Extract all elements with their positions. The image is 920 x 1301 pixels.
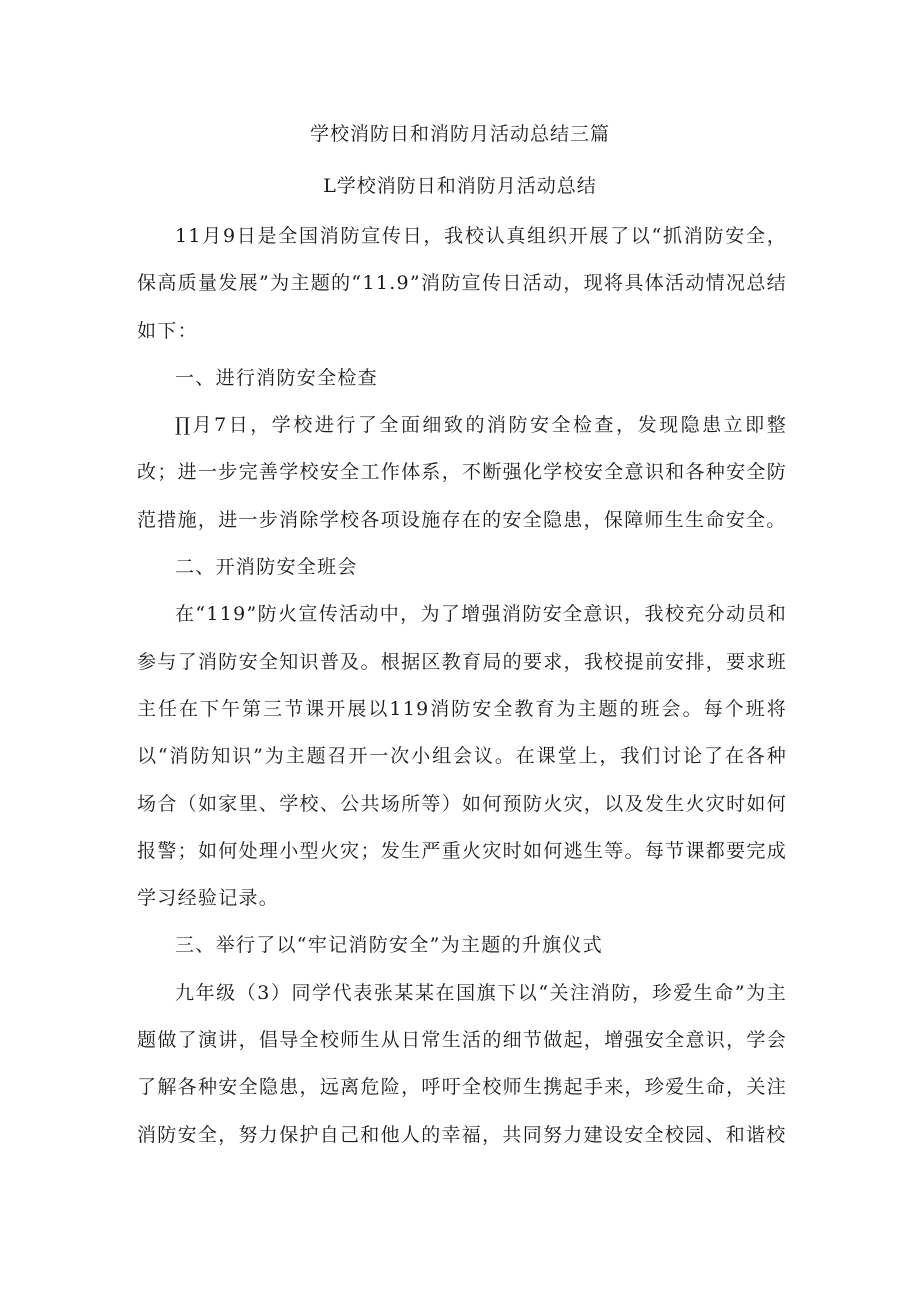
intro-paragraph: 11月9日是全国消防宣传日，我校认真组织开展了以“抓消防安全，保高质量发展”为主题的“11.9”消防宣传日活动，现将具体活动情况总结如下： (137, 225, 787, 342)
section-1-paragraph: ∏月7日，学校进行了全面细致的消防安全检查，发现隐患立即整改；进一步完善学校安全工作体系，不断强化学校安全意识和各种安全防范措施，进一步消除学校各项设施存在的安全隐患，保障师生生命安全。 (137, 414, 787, 531)
section-2-paragraph: 在“119”防火宣传活动中，为了增强消防安全意识，我校充分动员和参与了消防安全知识普及。根据区教育局的要求，我校提前安排，要求班主任在下午第三节课开展以119消防安全教育为主题的班会。每个班将以“消防知识”为主题召开一次小组会议。在课堂上，我们讨论了在各种场合（如家里、学校、公共场所等）如何预防火灾，以及发生火灾时如何报警；如何处理小型火灾；发生严重火灾时如何逃生等。每节课都要完成学习经验记录。 (137, 603, 787, 910)
section-3-paragraph: 九年级（3）同学代表张某某在国旗下以“关注消防，珍爱生命”为主题做了演讲，倡导全校师生从日常生活的细节做起，增强安全意识，学会了解各种安全隐患，远离危险，呼吁全校师生携起手来，珍爱生命，关注消防安全，努力保护自己和他人的幸福，共同努力建设安全校园、和谐校 (137, 981, 787, 1146)
section-heading-2: 二、开消防安全班会 (175, 556, 358, 579)
document-title: 学校消防日和消防月活动总结三篇 (309, 123, 610, 145)
section-heading-1: 一、进行消防安全检查 (175, 366, 379, 389)
section-heading-3: 三、举行了以“牢记消防安全”为主题的升旗仪式 (175, 934, 604, 957)
document-body (137, 213, 787, 1159)
document-subtitle: L学校消防日和消防月活动总结 (323, 175, 597, 197)
